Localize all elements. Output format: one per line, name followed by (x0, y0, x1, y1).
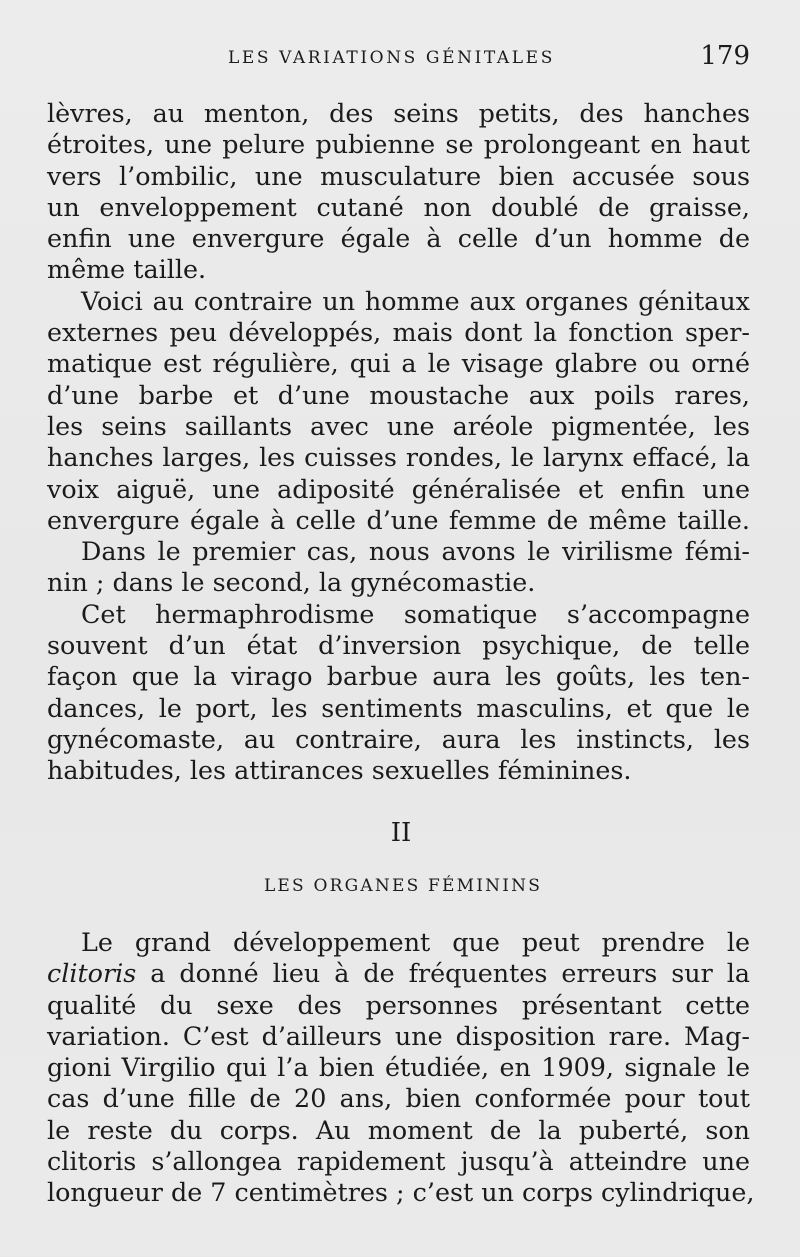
body-text (47, 98, 750, 787)
text-line (47, 958, 750, 989)
text-line: les seins saillants avec une aréole pigmentée, les (47, 410, 750, 441)
text-line: d’une barbe et d’une moustache aux poils rares, (47, 379, 750, 410)
text-line: vers l’ombilic, une musculature bien accusée sous (47, 160, 750, 191)
text-line: façon que la virago barbue aura les goûts, les ten- (47, 661, 750, 692)
line-remainder: a donné lieu à de fréquentes erreurs sur la (136, 958, 750, 989)
paragraph-start-line: Voici au contraire un homme aux organes génitaux (81, 285, 750, 316)
text-line: souvent d’un état d’inversion psychique, de telle (47, 630, 750, 661)
paragraph-start-line: Cet hermaphrodisme somatique s’accompagne (81, 598, 750, 629)
text-line: étroites, une pelure pubienne se prolongeant en haut (47, 129, 750, 160)
text-line: lèvres, au menton, des seins petits, des hanches (47, 98, 750, 128)
section-number: II (390, 818, 412, 848)
text-line: matique est régulière, qui a le visage glabre ou orné (47, 348, 750, 379)
section-title (0, 876, 800, 896)
text-line: gioni Virgilio qui l’a bien étudiée, en 1909, signale le (47, 1052, 750, 1083)
italic-term: clitoris (47, 958, 137, 989)
text-line: nin ; dans le second, la gynécomastie. (47, 567, 536, 598)
text-line: qualité du sexe des personnes présentant cette (47, 989, 750, 1020)
section-body-text (47, 927, 755, 1209)
text-line: même taille. (47, 254, 207, 285)
text-line: un enveloppement cutané non doublé de graisse, (47, 191, 750, 222)
text-line: clitoris s’allongea rapidement jusqu’à atteindre une (47, 1146, 750, 1177)
text-line: envergure égale à celle d’une femme de même taille. (47, 504, 750, 535)
text-line: dances, le port, les sentiments masculins, et que le (47, 692, 750, 723)
text-line: hanches larges, les cuisses rondes, le larynx effacé, la (47, 442, 750, 473)
text-line: voix aiguë, une adiposité généralisée et enfin une (47, 473, 750, 504)
text-line: le reste du corps. Au moment de la puberté, son (47, 1114, 750, 1145)
text-line: variation. C’est d’ailleurs une disposition rare. Mag- (47, 1020, 750, 1051)
text-line: externes peu développés, mais dont la fonction sper- (47, 317, 750, 348)
text-line: enfin une envergure égale à celle d’un homme de (47, 223, 750, 254)
section-title-text: LES ORGANES FÉMININS (263, 876, 543, 896)
text-line: longueur de 7 centimètres ; c’est un corps cylindrique, (47, 1177, 755, 1208)
paragraph-start-line: Le grand développement que peut prendre le (81, 927, 750, 957)
running-header (0, 38, 800, 78)
running-title: LES VARIATIONS GÉNITALES (228, 48, 555, 68)
page-number: 179 (700, 41, 750, 71)
text-line: habitudes, les attirances sexuelles féminines. (47, 755, 632, 786)
text-line: gynécomaste, au contraire, aura les instincts, les (47, 723, 750, 754)
text-line: cas d’une fille de 20 ans, bien conformée pour tout (47, 1083, 750, 1114)
paragraph-start-line: Dans le premier cas, nous avons le virilisme fémi- (81, 536, 750, 567)
